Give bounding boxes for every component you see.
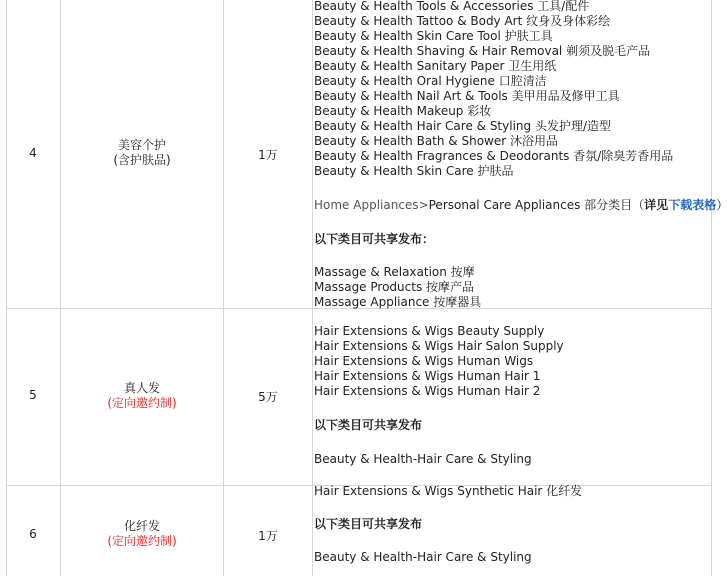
list-item: Hair Extensions & Wigs Human Hair 1 [314, 369, 541, 383]
quantity: 1万 [258, 529, 278, 543]
invitation-note: (定向邀约制) [107, 534, 177, 548]
home-rest: Personal Care Appliances 部分类目（ [428, 198, 645, 212]
category-name: 真人发 [123, 381, 160, 395]
category-list [314, 484, 712, 565]
list-item: Beauty & Health Shaving & Hair Removal 剃须及脱毛产品 [314, 44, 651, 58]
share-heading: 以下类目可共享发布： [314, 232, 435, 246]
list-item: Beauty & Health Nail Art & Tools 美甲用品及修甲工具 [314, 89, 620, 103]
home-prefix: Home Appliances [314, 198, 419, 212]
row-number: 5 [29, 388, 37, 402]
category-name: 化纤发 [123, 519, 160, 533]
list-item: Hair Extensions & Wigs Human Wigs [314, 354, 534, 368]
list-item: Beauty & Health Hair Care & Styling 头发护理/造型 [314, 119, 611, 133]
category-name: 美容个护 [117, 138, 166, 152]
category-note: (含护肤品) [113, 153, 171, 167]
list-item: Massage Products 按摩产品 [314, 280, 475, 294]
invitation-note: (定向邀约制) [107, 396, 177, 410]
close-paren: ） [716, 198, 728, 212]
list-item: Beauty & Health Oral Hygiene 口腔清洁 [314, 74, 547, 88]
list-item: Beauty & Health Makeup 彩妆 [314, 104, 492, 118]
list-item: Hair Extensions & Wigs Beauty Supply [314, 324, 545, 338]
category-name-cell [61, 519, 223, 549]
quantity: 1万 [258, 148, 278, 162]
download-table-link[interactable]: 下载表格 [668, 198, 717, 212]
share-heading: 以下类目可共享发布 [314, 517, 423, 531]
list-item: Beauty & Health Bath & Shower 沐浴用品 [314, 134, 558, 148]
list-item: Beauty & Health Skin Care 护肤品 [314, 164, 514, 178]
quantity: 5万 [258, 390, 278, 404]
category-list [314, 324, 712, 467]
row-number: 6 [29, 527, 37, 541]
list-item: Beauty & Health-Hair Care & Styling [314, 550, 532, 564]
list-item: Beauty & Health Skin Care Tool 护肤工具 [314, 29, 553, 43]
share-heading: 以下类目可共享发布 [314, 418, 423, 432]
list-item: Hair Extensions & Wigs Synthetic Hair 化纤发 [314, 484, 583, 498]
list-item: Beauty & Health Tools & Accessories 工具/配件 [314, 0, 590, 13]
list-item: Massage & Relaxation 按摩 [314, 265, 475, 279]
list-item: Beauty & Health-Hair Care & Styling [314, 452, 532, 466]
list-item: Beauty & Health Fragrances & Deodorants 香氛/除臭芳香用品 [314, 149, 674, 163]
home-appliances-line [314, 198, 728, 213]
list-item: Beauty & Health Tattoo & Body Art 纹身及身体彩绘 [314, 14, 611, 28]
table-row [6, 309, 712, 486]
list-item: Massage Appliance 按摩器具 [314, 295, 482, 309]
list-item: Hair Extensions & Wigs Hair Salon Supply [314, 339, 564, 353]
list-item: Hair Extensions & Wigs Human Hair 2 [314, 384, 541, 398]
category-name-cell [61, 138, 223, 168]
table-row [6, 0, 728, 309]
row-number: 4 [29, 146, 37, 160]
breadcrumb-separator: > [418, 198, 429, 212]
detail-label: 详见 [644, 198, 669, 212]
table-row [6, 486, 712, 576]
list-item: Beauty & Health Sanitary Paper 卫生用纸 [314, 59, 557, 73]
category-name-cell [61, 381, 223, 411]
category-list [314, 0, 728, 310]
